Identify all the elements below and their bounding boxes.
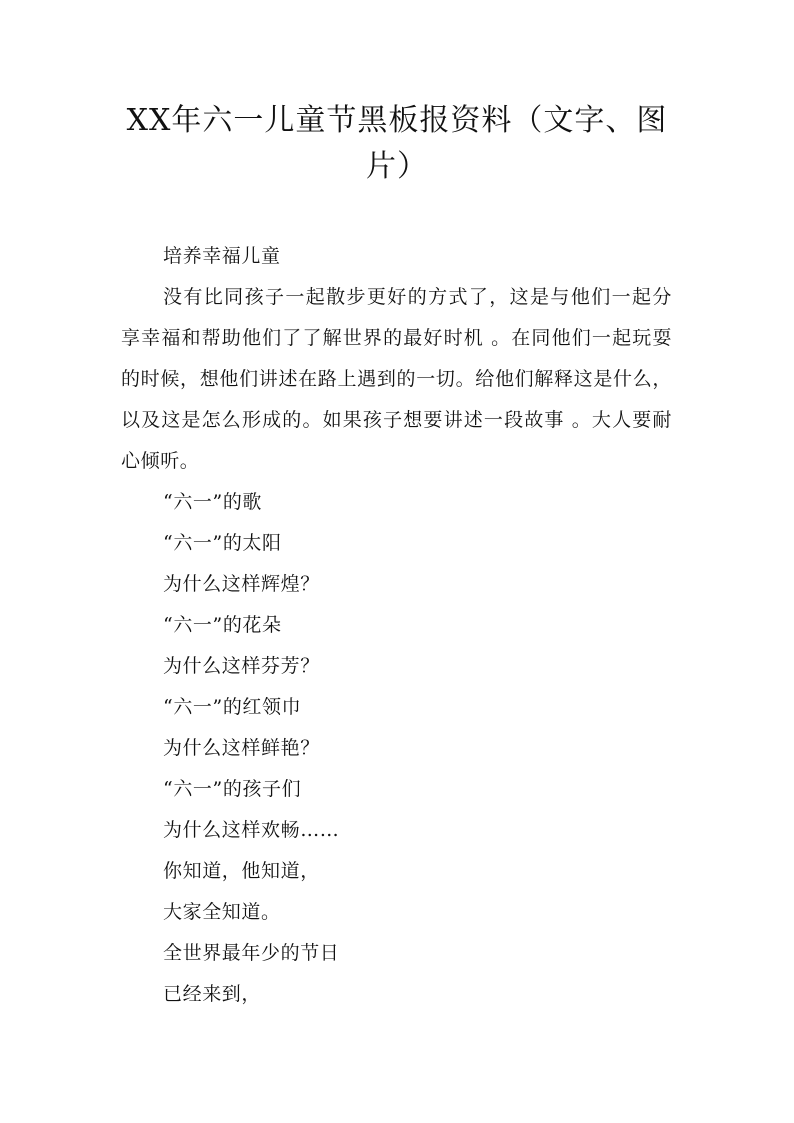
poem-line: 为什么这样芬芳？ [163, 655, 320, 677]
document-title: XX年六一儿童节黑板报资料（文字、图片） [126, 103, 668, 184]
poem-line: “六一”的花朵 [163, 614, 282, 636]
poem-line: “六一”的孩子们 [163, 778, 302, 800]
poem-title: “六一”的歌 [163, 491, 263, 513]
poem-line: 大家全知道。 [163, 901, 281, 923]
poem-line: 为什么这样辉煌？ [163, 573, 320, 595]
poem-line: 为什么这样鲜艳？ [163, 737, 320, 759]
poem-line: “六一”的红领巾 [163, 696, 302, 718]
body-paragraph: 没有比同孩子一起散步更好的方式了，这是与他们一起分享幸福和帮助他们了了解世界的最好时机 。在同他们一起玩耍的时候，想他们讲述在路上遇到的一切。给他们解释这是什么，以及这是怎么形成的。如果孩子想要讲述一段故事 。大人要耐心倾听。 [121, 286, 672, 472]
poem-line: “六一”的太阳 [163, 532, 282, 554]
document-body [121, 236, 672, 1015]
poem-line: 全世界最年少的节日 [163, 942, 340, 964]
poem-line: 为什么这样欢畅…… [163, 819, 340, 841]
poem-line: 你知道，他知道， [163, 860, 320, 882]
section-heading: 培养幸福儿童 [163, 245, 281, 267]
poem-line: 已经来到， [163, 983, 262, 1005]
